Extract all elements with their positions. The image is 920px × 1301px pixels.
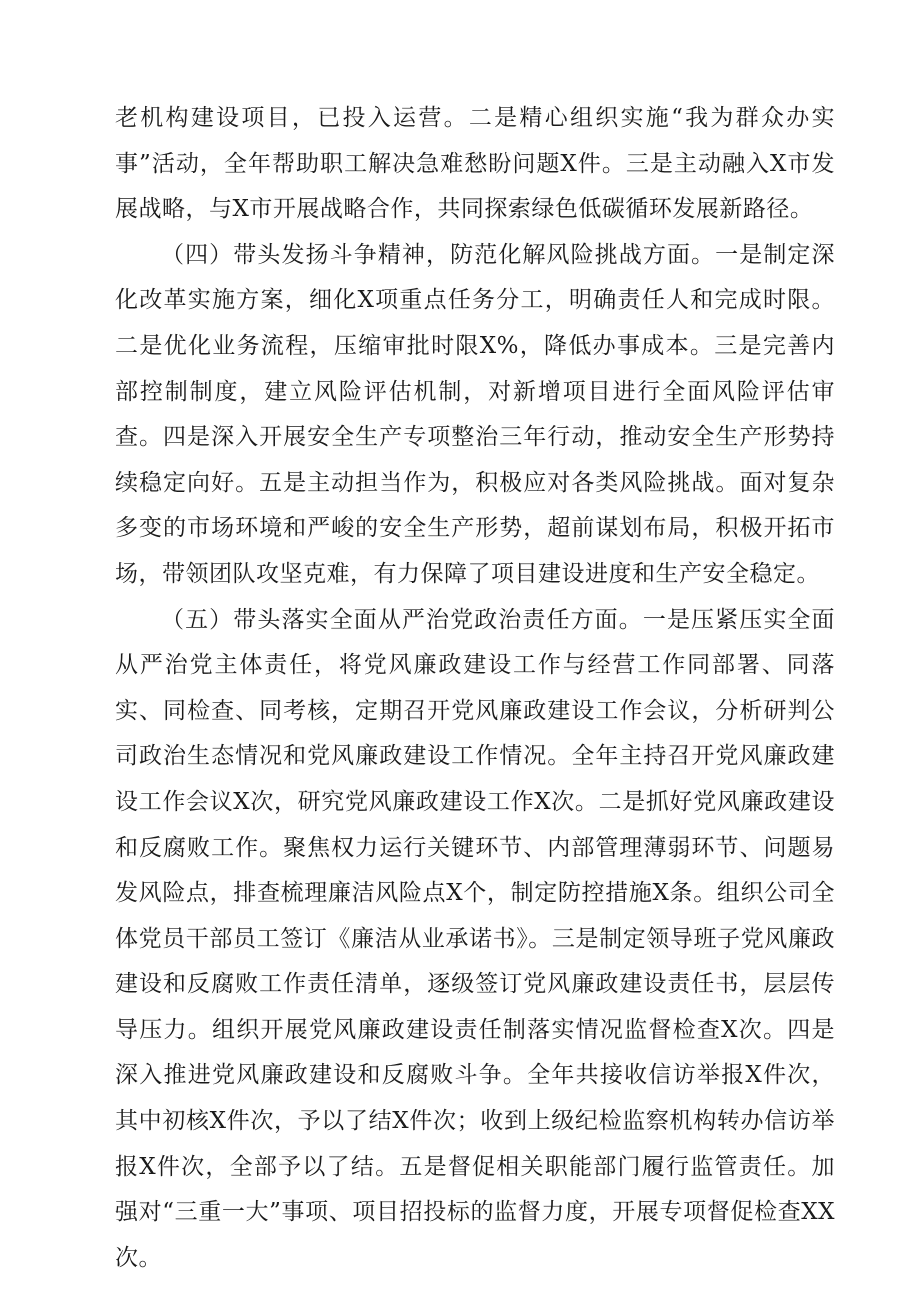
paragraph-continuation: 老机构建设项目，已投入运营。二是精心组织实施“我为群众办实事”活动，全年帮助职工解决急难愁盼问题X件。三是主动融入X市发展战略，与X市开展战略合作，共同探索绿色低碳循环发展新路径。: [115, 105, 835, 223]
paragraph-section-five: （五）带头落实全面从严治党政治责任方面。一是压紧压实全面从严治党主体责任，将党风廉政建设工作与经营工作同部署、同落实、同检查、同考核，定期召开党风廉政建设工作会议，分析研判公司政治生态情况和党风廉政建设工作情况。全年主持召开党风廉政建设工作会议X次，研究党风廉政建设工作X次。二是抓好党风廉政建设和反腐败工作。聚焦权力运行关键环节、内部管理薄弱环节、问题易发风险点，排查梳理廉洁风险点X个，制定防控措施X条。组织公司全体党员干部员工签订《廉洁从业承诺书》。三是制定领导班子党风廉政建设和反腐败工作责任清单，逐级签订党风廉政建设责任书，层层传导压力。组织开展党风廉政建设责任制落实情况监督检查X次。四是深入推进党风廉政建设和反腐败斗争。全年共接收信访举报X件次，其中初核X件次，予以了结X件次；收到上级纪检监察机构转办信访举报X件次，全部予以了结。五是督促相关职能部门履行监管责任。加强对“三重一大”事项、项目招投标的监督力度，开展专项督促检查XX次。: [115, 606, 835, 1271]
paragraph-section-four: （四）带头发扬斗争精神，防范化解风险挑战方面。一是制定深化改革实施方案，细化X项重点任务分工，明确责任人和完成时限。二是优化业务流程，压缩审批时限X%，降低办事成本。三是完善内部控制制度，建立风险评估机制，对新增项目进行全面风险评估审查。四是深入开展安全生产专项整治三年行动，推动安全生产形势持续稳定向好。五是主动担当作为，积极应对各类风险挑战。面对复杂多变的市场环境和严峻的安全生产形势，超前谋划布局，积极开拓市场，带领团队攻坚克难，有力保障了项目建设进度和生产安全稳定。: [115, 241, 835, 587]
document-page: [115, 96, 835, 1281]
